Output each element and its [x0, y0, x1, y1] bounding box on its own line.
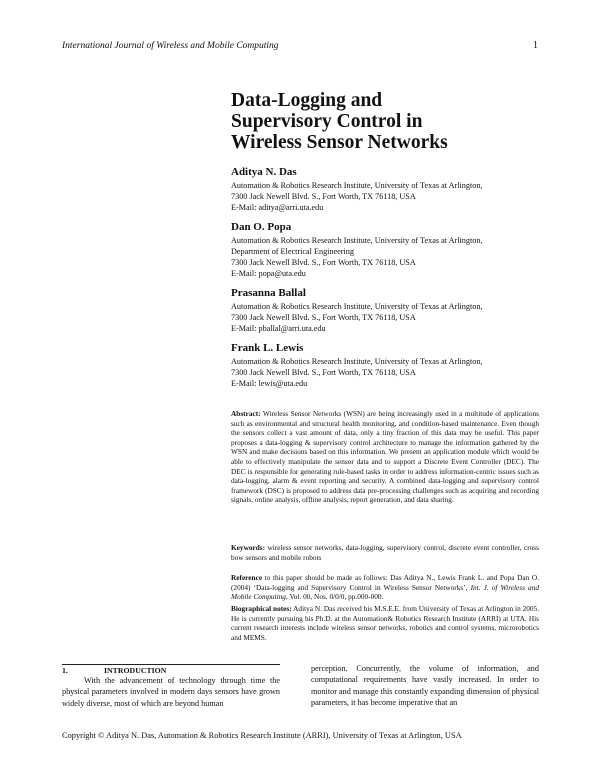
author-address: 7300 Jack Newell Blvd. S., Fort Worth, TX 76118, USA	[231, 313, 416, 322]
copyright-footer: Copyright © Aditya N. Das, Automation & Robotics Research Institute (ARRI), University of Texas at Arlington, USA	[62, 731, 462, 740]
author-name: Frank L. Lewis	[231, 342, 304, 354]
reference-text: to this paper should be made as follows: Das Aditya N., Lewis Frank L. and Popa Dan O. (2004) ‘Data-logging and Supervisory Control in Wireless Sensor Networks’,	[231, 573, 539, 592]
author-name: Dan O. Popa	[231, 221, 292, 233]
abstract	[231, 409, 539, 505]
author-email: E-Mail: pballal@arri.uta.edu	[231, 324, 326, 333]
reference-label: Reference	[231, 573, 263, 582]
author-name: Prasanna Ballal	[231, 287, 306, 299]
intro-left-column: With the advancement of technology through time the physical parameters involved in modern days sensors have grown widely diverse, most of which are beyond human	[62, 676, 280, 708]
reference-note	[231, 573, 539, 602]
reference-volume: , Vol. 00, Nos. 0/0/0, pp.000-000.	[285, 592, 384, 602]
author-block	[231, 166, 531, 213]
author-address: 7300 Jack Newell Blvd. S., Fort Worth, TX 76118, USA	[231, 258, 416, 267]
abstract-text: Wireless Sensor Networks (WSN) are being increasingly used in a multitude of applications such as environmental and structural health monitoring, and condition-based maintenance. Even though the sensors collect a vast amount of data, only a tiny fraction of this data may be useful. This paper proposes a data-logging & supervisory control architecture to manage the information gathered by the WSN and make decisions based on this information. We present an application module which would be able to effectively manipulate the sensor data and to support a Discrete Event Controller (DEC). The DEC is responsible for generating rule-based tasks in order to address information-centric issues such as data-logging, alarm & event reporting and security. A combined data-logging and supervisory control framework (DSC) is proposed to address data pre-processing challenges such as acquiring and recording signals, online analysis, offline analysis, report generation, and data sharing.	[231, 409, 540, 505]
author-affiliation: Automation & Robotics Research Institute, University of Texas at Arlington,	[231, 236, 483, 245]
bio-text: Aditya N. Das received his M.S.E.E. from University of Texas at Arlington in 2005. He is currently pursuing his Ph.D. at the Automation& Robotics Research Institute (ARRI) at UTA. His current research interests include wireless sensor networks, robotics and control systems, microrobotics and MEMS.	[231, 604, 540, 642]
section-title: INTRODUCTION	[104, 666, 167, 675]
journal-name: International Journal of Wireless and Mobile Computing	[62, 41, 279, 51]
section-number: 1.	[62, 666, 68, 675]
author-block	[231, 221, 531, 279]
author-affiliation: Automation & Robotics Research Institute, University of Texas at Arlington,	[231, 181, 483, 190]
author-email: E-Mail: lewis@uta.edu	[231, 379, 308, 388]
author-block	[231, 342, 531, 389]
keywords-label: Keywords:	[231, 543, 266, 552]
author-address: 7300 Jack Newell Blvd. S., Fort Worth, TX 76118, USA	[231, 368, 416, 377]
author-block	[231, 287, 531, 334]
author-affiliation: Automation & Robotics Research Institute, University of Texas at Arlington,	[231, 302, 483, 311]
author-name: Aditya N. Das	[231, 166, 297, 178]
author-affiliation: Automation & Robotics Research Institute, University of Texas at Arlington,	[231, 357, 483, 366]
section-heading	[62, 664, 280, 675]
page-number: 1	[533, 40, 538, 51]
reference-journal: Int. J. of Wireless and Mobile Computing	[231, 582, 539, 602]
author-department: Department of Electrical Engineering	[231, 247, 354, 256]
author-email: E-Mail: aditya@arri.uta.edu	[231, 203, 324, 212]
abstract-label: Abstract:	[231, 409, 261, 418]
author-address: 7300 Jack Newell Blvd. S., Fort Worth, TX 76118, USA	[231, 192, 416, 201]
intro-right-column: perception. Concurrently, the volume of information, and computational requirements have vastly increased. In order to monitor and manage this constantly expanding dimension of physical parameters, it has become imperative that an	[311, 664, 539, 707]
biographical-notes	[231, 604, 539, 642]
bio-label: Biographical notes:	[231, 604, 292, 613]
keywords-text: wireless sensor networks, data-logging, supervisory control, discrete event controller, cross bow sensors and mobile robots	[231, 543, 539, 562]
author-email: E-Mail: popa@uta.edu	[231, 269, 306, 278]
paper-title: Data-Logging and Supervisory Control in Wireless Sensor Networks	[231, 90, 448, 153]
keywords	[231, 543, 539, 562]
